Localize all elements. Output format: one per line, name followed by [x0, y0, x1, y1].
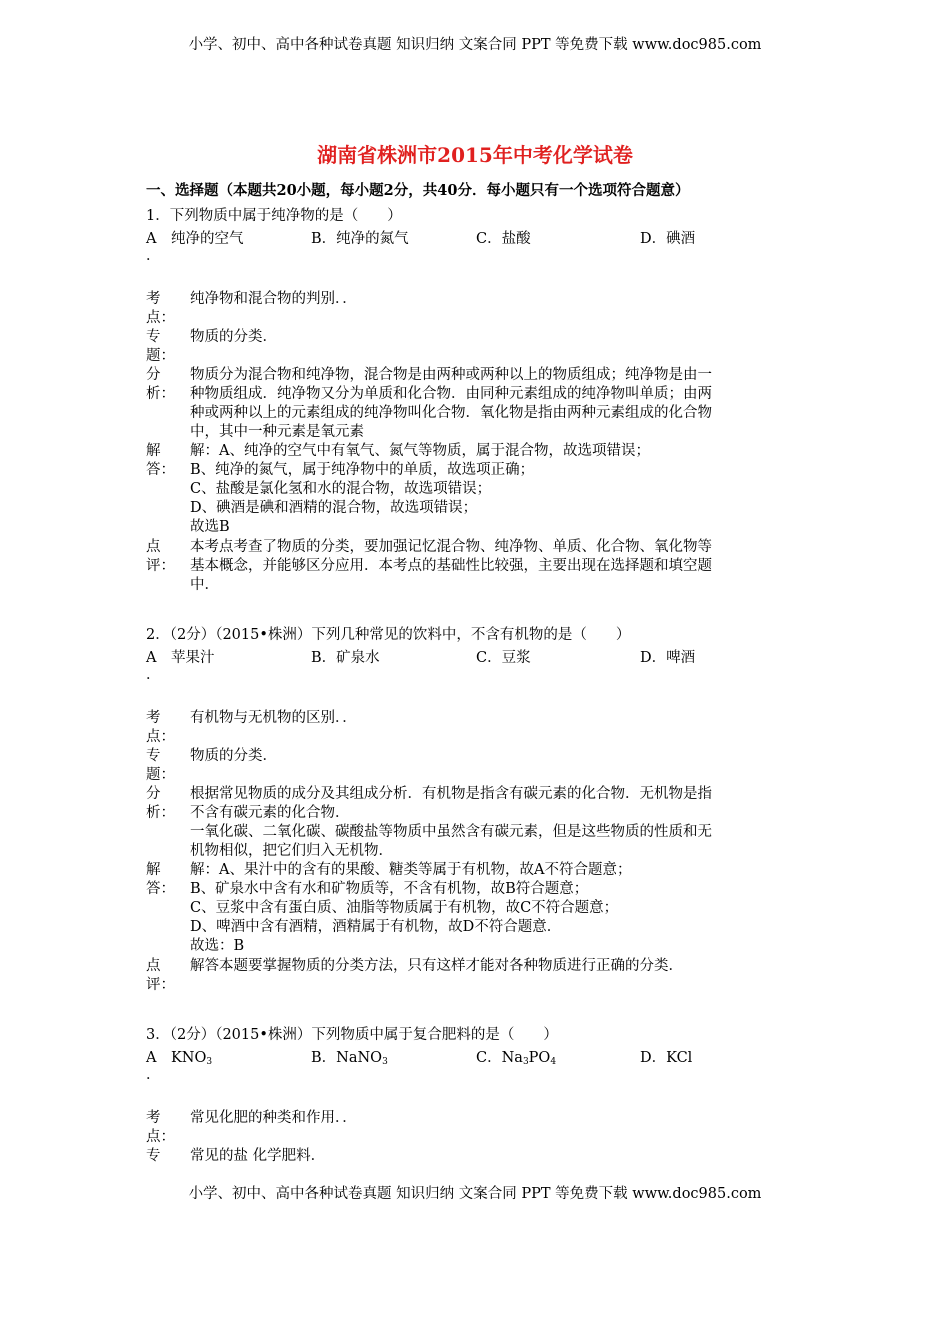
q2-kaodian: 有机物与无机物的区别．．	[190, 710, 357, 726]
q1-option-d: D．碘酒	[640, 231, 696, 247]
dianping-label: 点 评：	[146, 958, 175, 993]
q1-zhuanti: 物质的分类．	[190, 329, 277, 345]
q3-stem: 3．（2分）（2015•株洲）下列物质中属于复合肥料的是（ ）	[146, 1027, 558, 1043]
page-footer: 小学、初中、高中各种试卷真题 知识归纳 文案合同 PPT 等免费下载 www.doc985.com	[188, 1186, 762, 1202]
q2-jieda: 解：A、果汁中的含有的果酸、糖类等属于有机物，故A不符合题意； B、矿泉水中含有水和矿物质等，不含有机物，故B符合题意； C、豆浆中含有蛋白质、油脂等物质属于有机物，故C不符合题意； D、啤酒中含有酒精，酒精属于有机物，故D不符合题意． 故选：B	[190, 862, 632, 954]
q1-dianping: 本考点考查了物质的分类，要加强记忆混合物、纯净物、单质、化合物、氧化物等 基本概念，并能够区分应用．本考点的基础性比较强，主要出现在选择题和填空题 中．	[190, 539, 712, 593]
q1-fenxi: 物质分为混合物和纯净物，混合物是由两种或两种以上的物质组成；纯净物是由一 种物质组成．纯净物又分为单质和化合物．由同种元素组成的纯净物叫单质；由两 种或两种以上的元素组成的纯净物叫化合物．氧化物是指由两种元素组成的化合物 中，其中一种元素是氧元素	[190, 367, 712, 440]
q3-options	[146, 1046, 846, 1068]
q2-option-c: C．豆浆	[476, 650, 531, 666]
page-title: 湖南省株洲市2015年中考化学试卷	[317, 143, 633, 167]
q3-kaodian: 常见化肥的种类和作用．．	[190, 1110, 357, 1126]
kaodian-label: 考 点：	[146, 291, 175, 326]
jieda-label: 解 答：	[146, 443, 175, 478]
q2-option-a: A 苹果汁	[146, 650, 215, 666]
q2-fenxi: 根据常见物质的成分及其组成分析．有机物是指含有碳元素的化合物．无机物是指 不含有碳元素的化合物． 一氧化碳、二氧化碳、碳酸盐等物质中虽然含有碳元素，但是这些物质的性质和无 机物相似，把它们归入无机物．	[190, 786, 712, 859]
q2-option-b: B．矿泉水	[311, 650, 380, 666]
q3-zhuanti: 常见的盐 化学肥料．	[190, 1148, 326, 1164]
q2-stem: 2．（2分）（2015•株洲）下列几种常见的饮料中，不含有机物的是（ ）	[146, 627, 631, 643]
q3-option-a: A $KNO_3$	[146, 1050, 213, 1067]
zhuanti-label: 专 题：	[146, 748, 175, 783]
jieda-label: 解 答：	[146, 862, 175, 897]
page-header: 小学、初中、高中各种试卷真题 知识归纳 文案合同 PPT 等免费下载 www.doc985.com	[188, 37, 762, 53]
q1-kaodian: 纯净物和混合物的判别．．	[190, 291, 357, 307]
q3-option-b: B．NaNO$_3$	[311, 1050, 388, 1067]
dianping-label: 点 评：	[146, 539, 175, 574]
q1-option-a: A 纯净的空气	[146, 231, 244, 247]
fenxi-label: 分 析：	[146, 367, 175, 402]
q2-options	[146, 646, 846, 668]
q2-option-dot: ．	[146, 667, 161, 683]
kaodian-label: 考 点：	[146, 710, 175, 745]
q3-option-dot: ．	[146, 1067, 161, 1083]
zhuanti-label: 专 题：	[146, 329, 175, 364]
q1-option-dot: ．	[146, 248, 161, 264]
q1-options	[146, 227, 846, 249]
q1-stem: 1．下列物质中属于纯净物的是（ ）	[146, 208, 402, 224]
section-heading: 一、选择题（本题共20小题，每小题2分，共40分．每小题只有一个选项符合题意）	[146, 182, 690, 199]
q3-option-d: D．KCl	[640, 1050, 693, 1066]
kaodian-label: 考 点：	[146, 1110, 175, 1145]
zhuanti-label: 专	[146, 1148, 161, 1164]
q2-dianping: 解答本题要掌握物质的分类方法，只有这样才能对各种物质进行正确的分类．	[190, 958, 683, 974]
q1-option-c: C．盐酸	[476, 231, 531, 247]
q1-option-b: B．纯净的氮气	[311, 231, 409, 247]
q2-zhuanti: 物质的分类．	[190, 748, 277, 764]
fenxi-label: 分 析：	[146, 786, 175, 821]
q3-option-c: C．$Na_3PO_4$	[476, 1050, 557, 1067]
q1-jieda: 解：A、纯净的空气中有氧气、氮气等物质，属于混合物，故选项错误； B、纯净的氮气，属于纯净物中的单质，故选项正确； C、盐酸是氯化氢和水的混合物，故选项错误； D、碘酒是碘和酒精的混合物，故选项错误； 故选B	[190, 443, 650, 535]
q2-option-d: D．啤酒	[640, 650, 696, 666]
